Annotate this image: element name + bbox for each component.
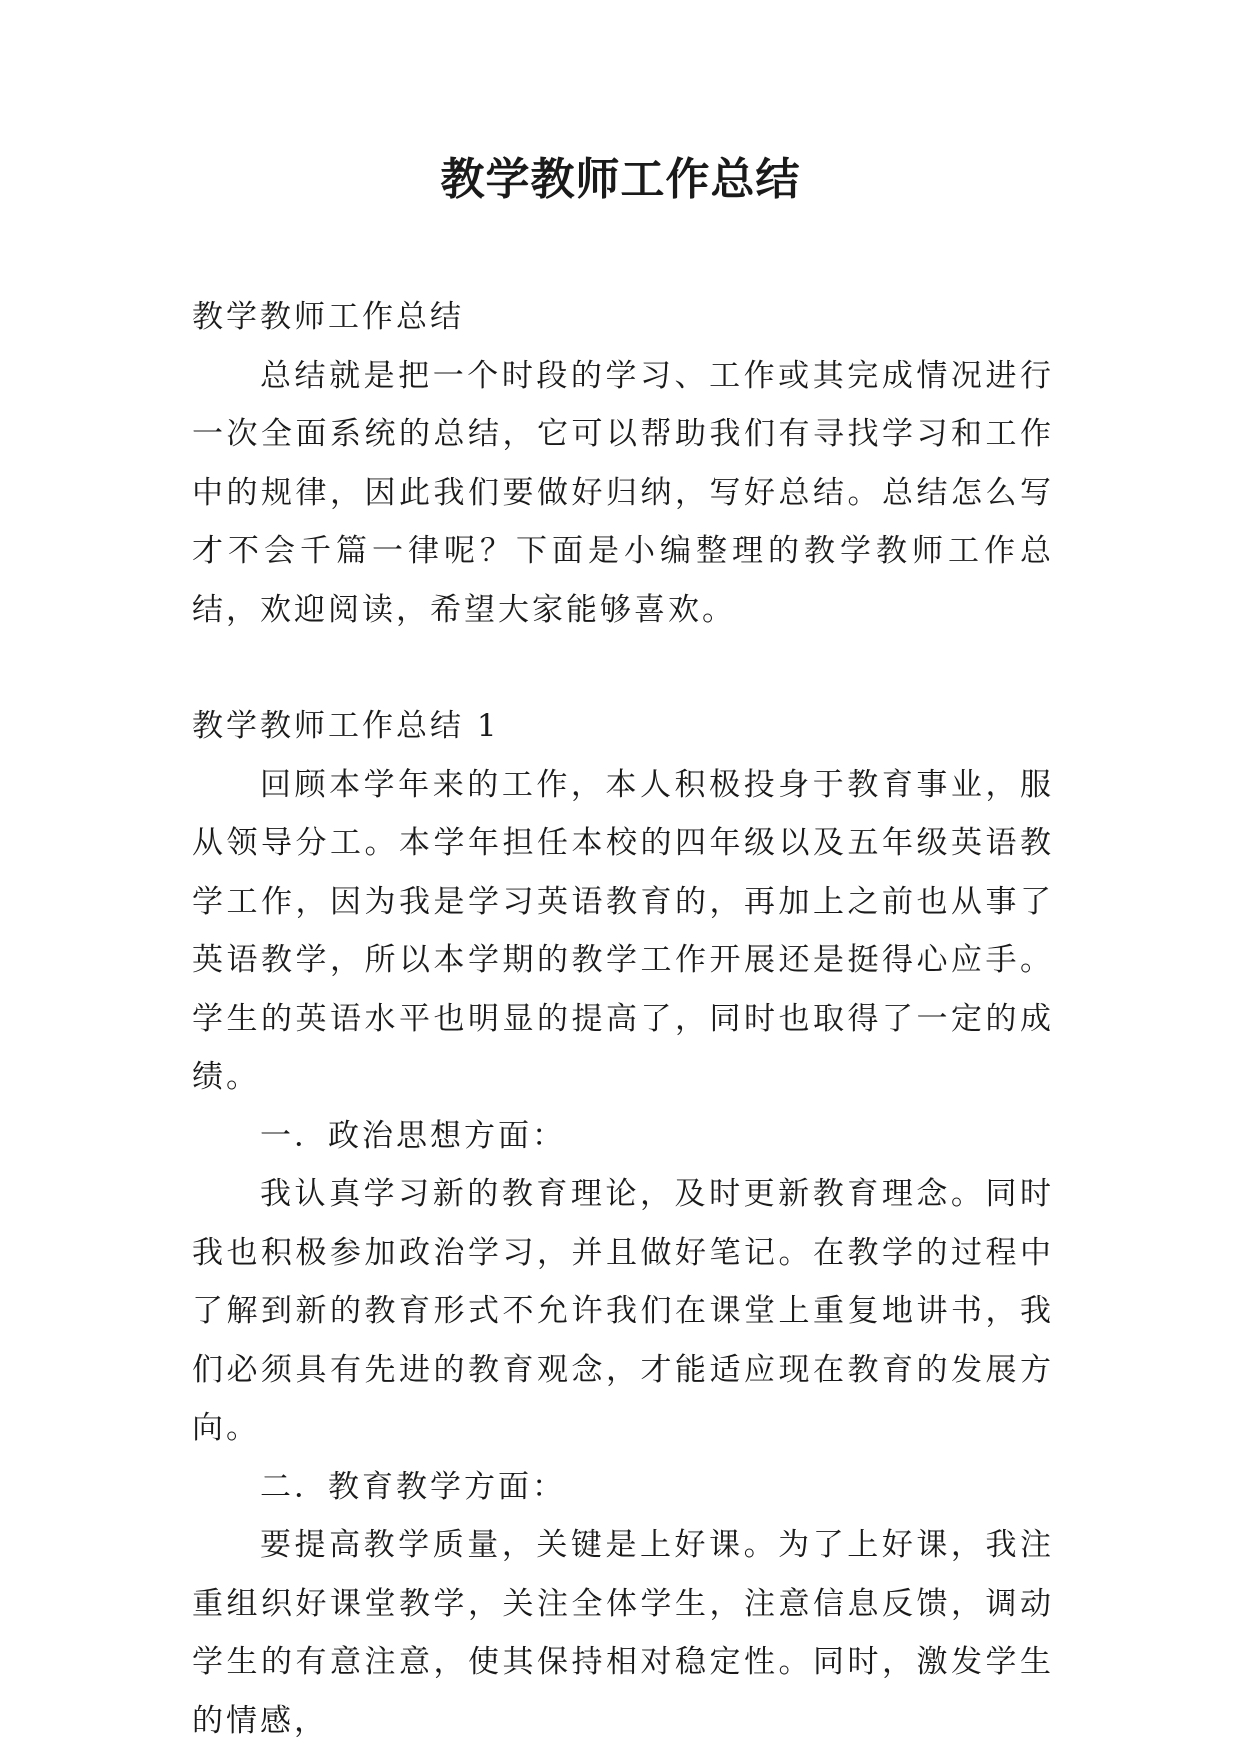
section-1-paragraph: 回顾本学年来的工作，本人积极投身于教育事业，服从领导分工。本学年担任本校的四年级以及五年级英语教学工作，因为我是学习英语教育的，再加上之前也从事了英语教学，所以本学期的教学工作开展还是挺得心应手。学生的英语水平也明显的提高了，同时也取得了一定的成绩。 — [192, 766, 1054, 1095]
document-body — [192, 288, 1054, 1750]
subsection-2-paragraph: 要提高教学质量，关键是上好课。为了上好课，我注重组织好课堂教学，关注全体学生，注意信息反馈，调动学生的有意注意，使其保持相对稳定性。同时，激发学生的情感， — [192, 1527, 1054, 1739]
section-1-heading: 教学教师工作总结 1 — [192, 708, 500, 744]
subsection-2-heading: 二．教育教学方面： — [260, 1468, 566, 1505]
intro-paragraph: 总结就是把一个时段的学习、工作或其完成情况进行一次全面系统的总结，它可以帮助我们有寻找学习和工作中的规律，因此我们要做好归纳，写好总结。总结怎么写才不会千篇一律呢？下面是小编整理的教学教师工作总结，欢迎阅读，希望大家能够喜欢。 — [192, 357, 1054, 628]
subsection-1-heading: 一．政治思想方面： — [260, 1117, 566, 1154]
intro-heading: 教学教师工作总结 — [192, 299, 464, 335]
document-title: 教学教师工作总结 — [440, 154, 801, 205]
subsection-1-paragraph: 我认真学习新的教育理论，及时更新教育理念。同时我也积极参加政治学习，并且做好笔记。在教学的过程中了解到新的教育形式不允许我们在课堂上重复地讲书，我们必须具有先进的教育观念，才能适应现在教育的发展方向。 — [192, 1176, 1054, 1446]
paragraph-spacer — [192, 639, 1054, 697]
